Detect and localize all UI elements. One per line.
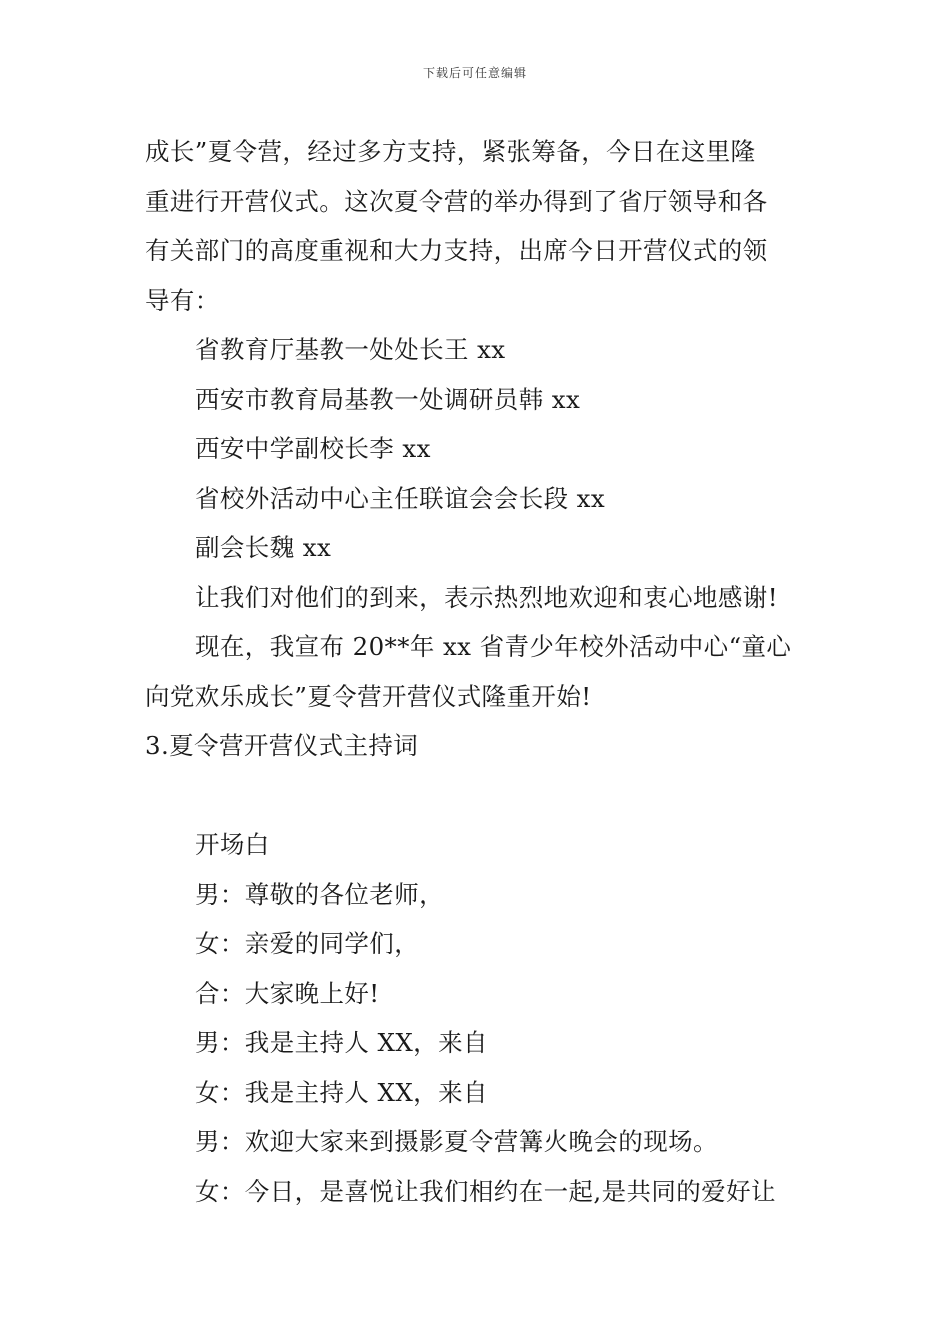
text-line: 导有： (145, 285, 220, 315)
dialogue-line: 女：我是主持人 XX，来自 (195, 1077, 488, 1107)
text-line: 现在，我宣布 20**年 xx 省青少年校外活动中心“童心 (195, 632, 792, 661)
text-line: 重进行开营仪式。这次夏令营的举办得到了省厅领导和各 (145, 186, 768, 216)
blank-line (145, 771, 810, 821)
dialogue-line: 女：亲爱的同学们， (195, 929, 420, 958)
dialogue-line: 合：大家晚上好! (195, 978, 380, 1008)
text-line: 有关部门的高度重视和大力支持，出席今日开营仪式的领 (145, 236, 768, 265)
text-line: 成长”夏令营，经过多方支持，紧张筹备，今日在这里隆 (145, 137, 756, 166)
welcome-line: 让我们对他们的到来，表示热烈地欢迎和衷心地感谢! (195, 582, 778, 612)
dialogue-line: 女：今日，是喜悦让我们相约在一起,是共同的爱好让 (195, 1176, 776, 1206)
dialogue-list (145, 870, 810, 1217)
dialogue-line: 男：欢迎大家来到摄影夏令营篝火晚会的现场。 (195, 1127, 718, 1156)
opening-title: 开场白 (195, 830, 270, 859)
leaders-list (145, 325, 810, 573)
leader-item: 省教育厅基教一处处长王 xx (195, 335, 506, 364)
leader-item: 副会长魏 xx (195, 533, 332, 562)
document-body (145, 127, 810, 1216)
announcement-paragraph (145, 622, 810, 721)
intro-paragraph (145, 127, 810, 325)
page-header: 下载后可任意编辑 (422, 66, 527, 80)
leader-item: 西安市教育局基教一处调研员韩 xx (195, 384, 581, 414)
dialogue-line: 男：我是主持人 XX，来自 (195, 1028, 488, 1057)
section-heading: 3.夏令营开营仪式主持词 (145, 731, 419, 760)
leader-item: 省校外活动中心主任联谊会会长段 xx (195, 483, 606, 513)
leader-item: 西安中学副校长李 xx (195, 434, 431, 463)
text-line: 向党欢乐成长”夏令营开营仪式隆重开始! (145, 681, 592, 711)
dialogue-line: 男：尊敬的各位老师， (195, 879, 444, 909)
